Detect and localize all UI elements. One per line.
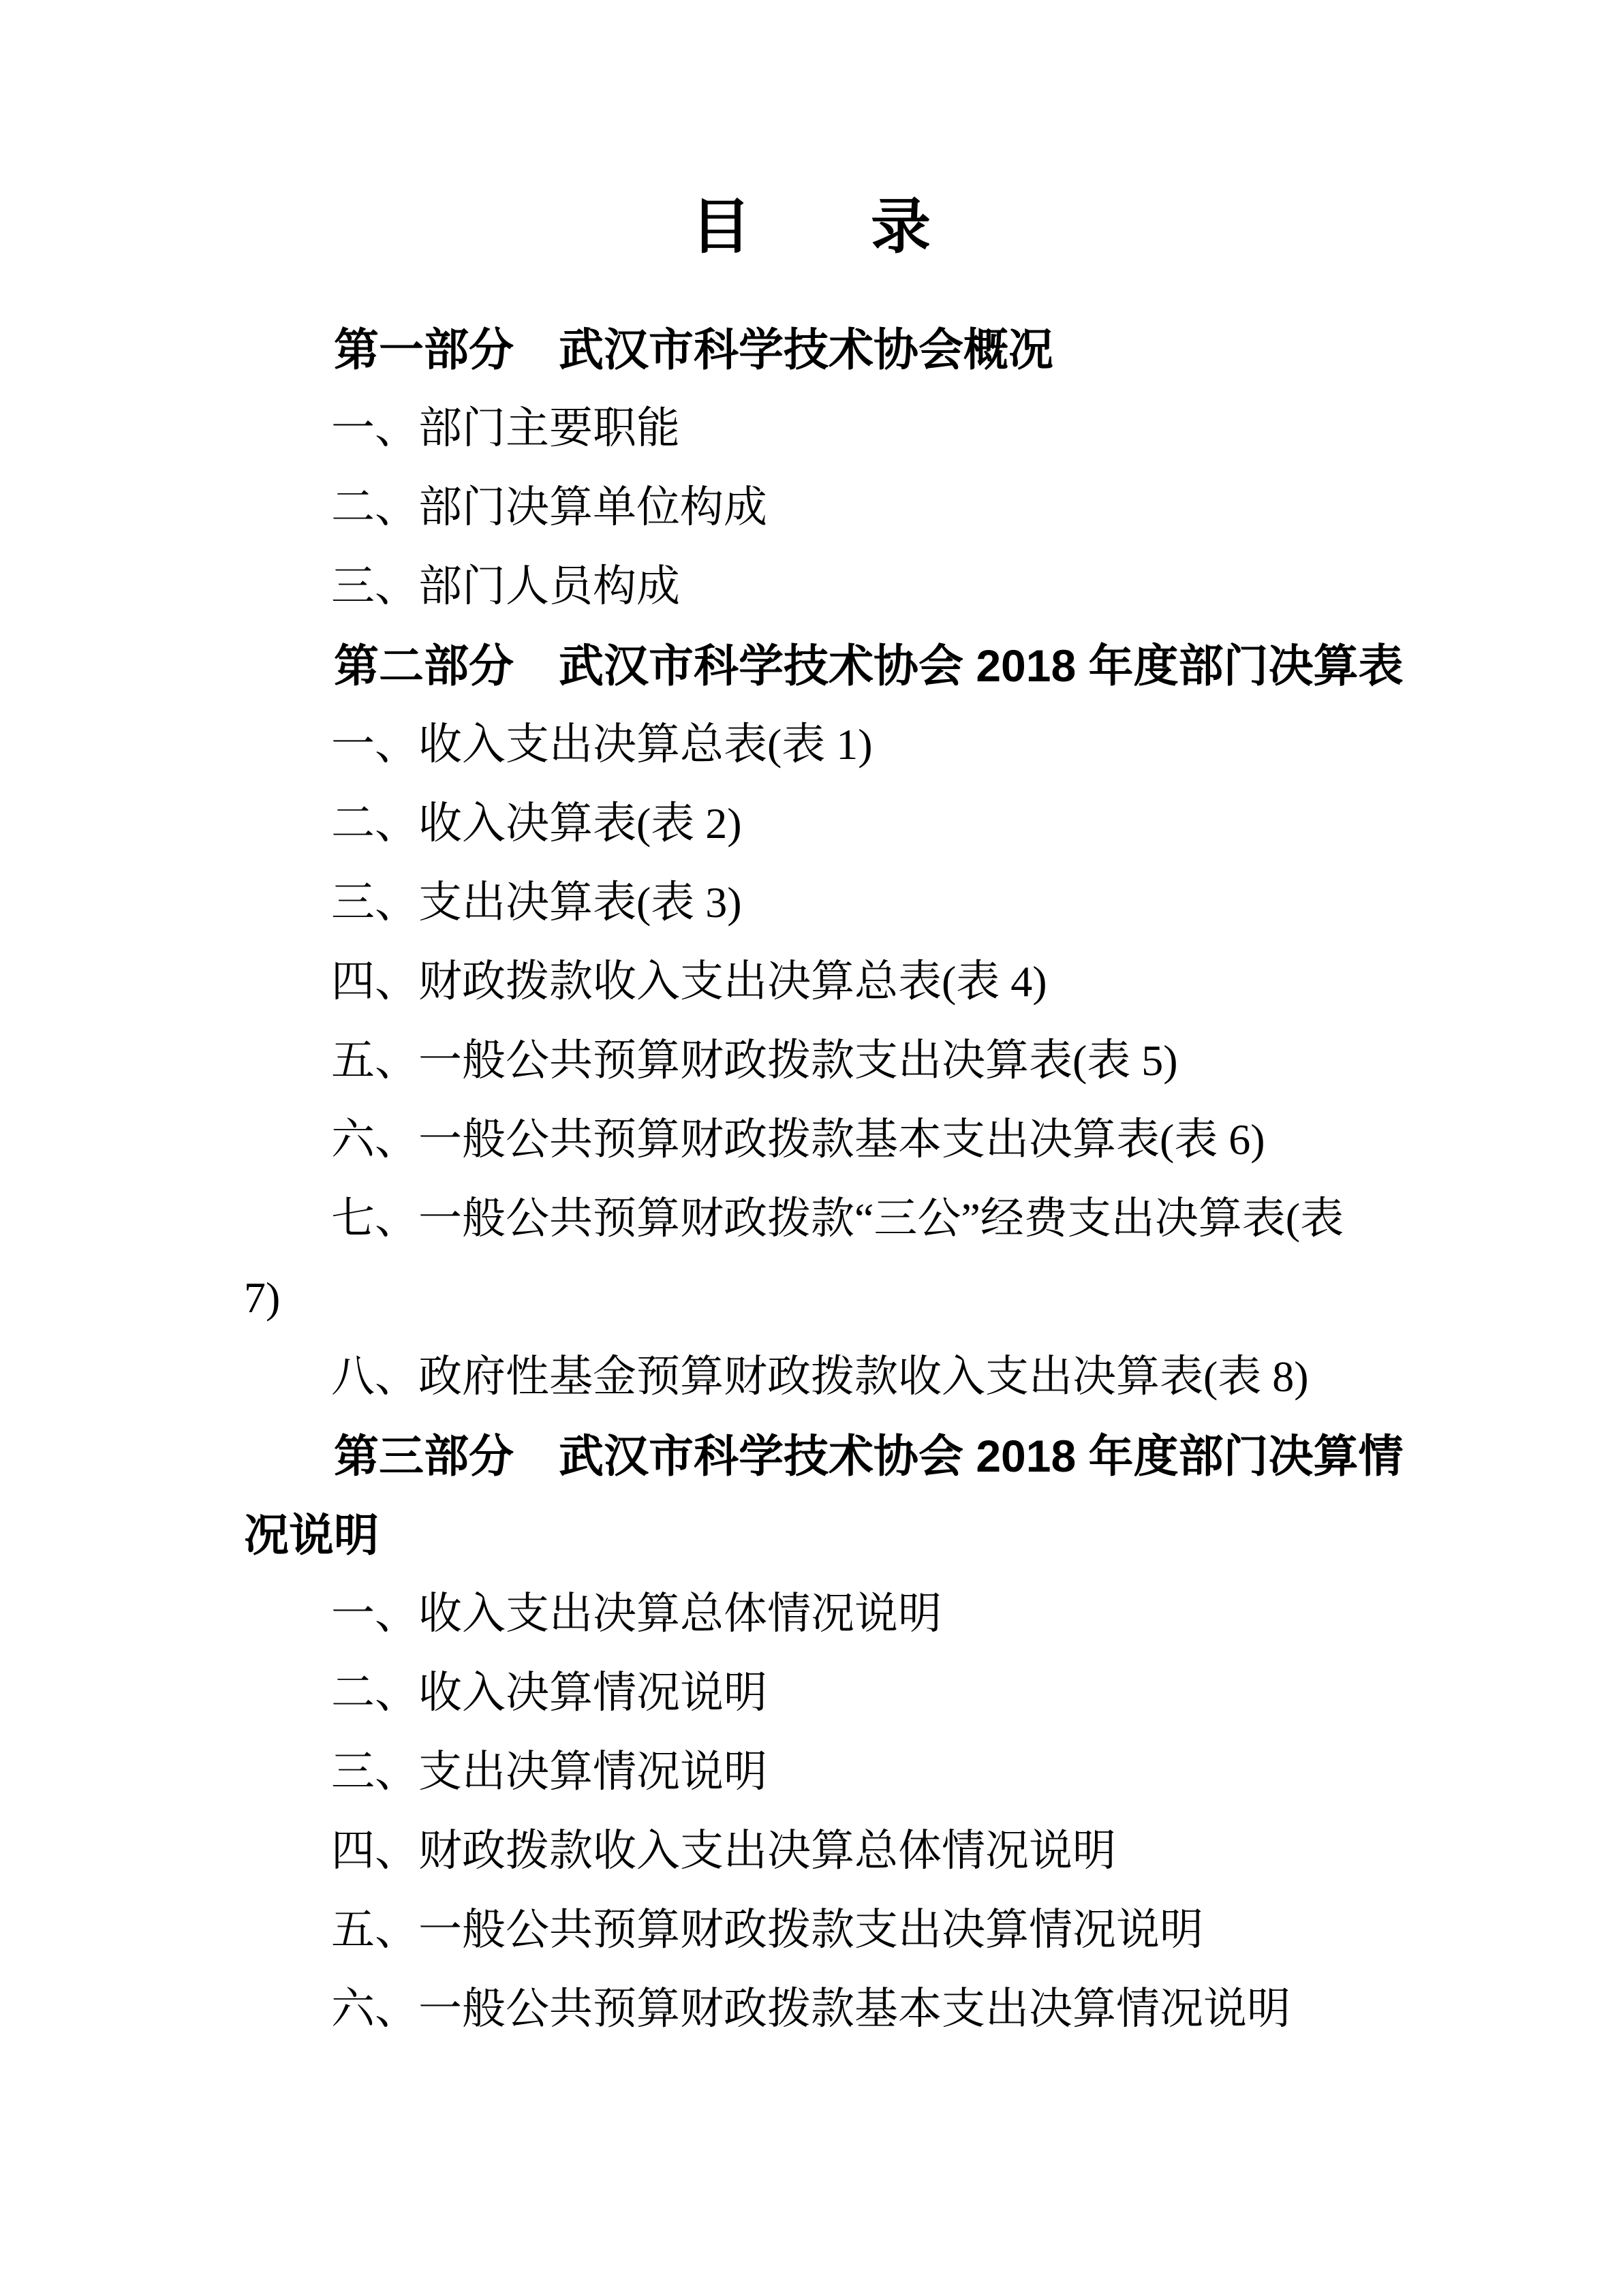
part-3-item-3: 三、支出决算情况说明 [331, 1748, 767, 1796]
part-3-item-4: 四、财政拨款收入支出决算总体情况说明 [331, 1827, 1116, 1875]
part-3-item-2: 二、收入决算情况说明 [331, 1669, 767, 1717]
part-1-heading: 第一部分 武汉市科学技术协会概况 [334, 324, 1053, 375]
part-1-item-3: 三、部门人员构成 [331, 562, 680, 610]
part-1-item-2: 二、部门决算单位构成 [331, 483, 767, 531]
part-2-item-1: 一、收入支出决算总表(表 1) [331, 720, 873, 769]
part-2-item-4: 四、财政拨款收入支出决算总表(表 4) [331, 957, 1047, 1006]
part-3-item-6: 六、一般公共预算财政拨款基本支出决算情况说明 [331, 1985, 1290, 2033]
part-3-item-5: 五、一般公共预算财政拨款支出决算情况说明 [331, 1906, 1203, 1954]
toc-content [244, 0, 1404, 2049]
part-2-item-3: 三、支出决算表(表 3) [331, 878, 742, 927]
part-2-item-5: 五、一般公共预算财政拨款支出决算表(表 5) [331, 1036, 1178, 1085]
part-2-item-6: 六、一般公共预算财政拨款基本支出决算表(表 6) [331, 1115, 1265, 1164]
part-2-item-2: 二、收入决算表(表 2) [331, 799, 742, 848]
part-1-item-1: 一、部门主要职能 [331, 404, 680, 452]
part-2-item-8: 八、政府性基金预算财政拨款收入支出决算表(表 8) [331, 1352, 1309, 1401]
part-3-item-1: 一、收入支出决算总体情况说明 [331, 1589, 942, 1638]
part-2-heading: 第二部分 武汉市科学技术协会 2018 年度部门决算表 [334, 640, 1404, 691]
part-3-heading-line-1: 第三部分 武汉市科学技术协会 2018 年度部门决算情 [334, 1431, 1404, 1481]
part-2-item-7-line-2: 7) [244, 1273, 281, 1322]
toc-title: 目 录 [690, 193, 931, 260]
part-3-heading-line-2: 况说明 [244, 1510, 379, 1560]
part-2-item-7-line-1: 七、一般公共预算财政拨款“三公”经费支出决算表(表 [331, 1194, 1344, 1243]
